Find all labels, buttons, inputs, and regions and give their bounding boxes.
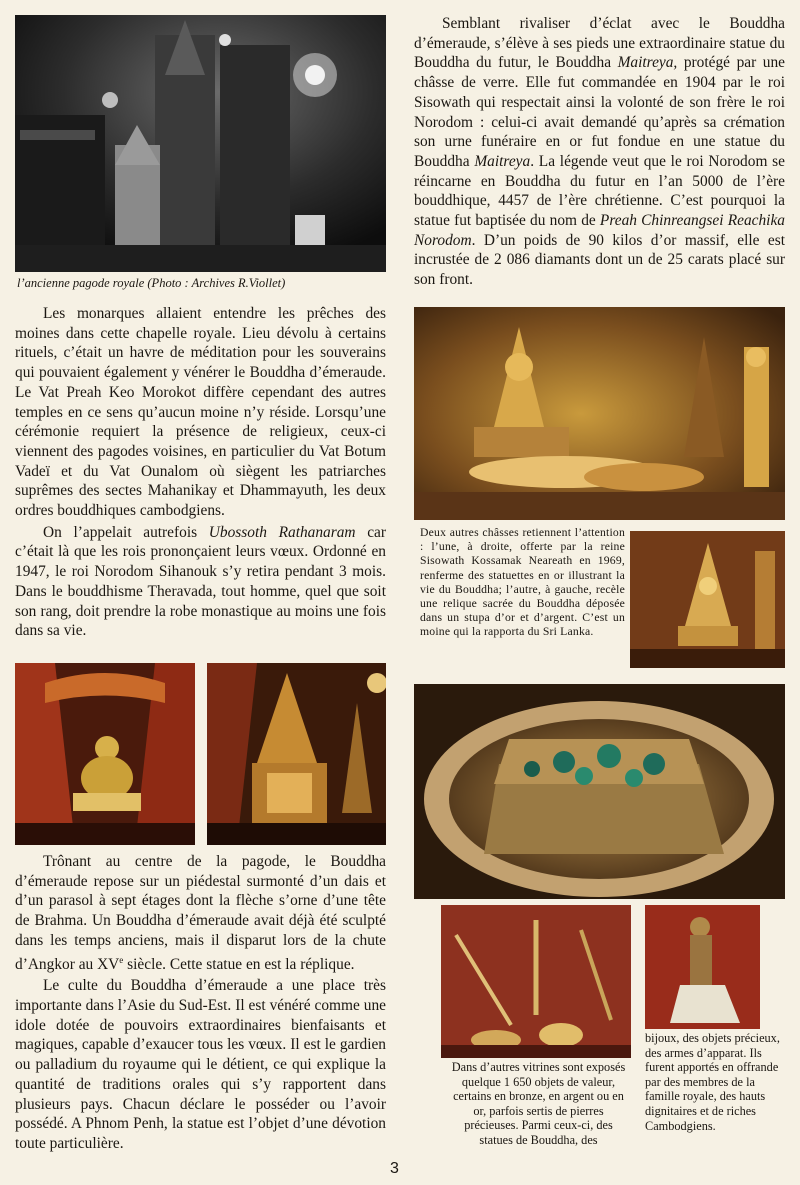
old-royal-pagoda-photo	[15, 15, 386, 272]
precious-object-photo	[645, 905, 760, 1029]
royal-chapel-text: Les monarques allaient entendre les prêches des moines dans cette chapelle royale. Lieu dévolu à certains rituels, c’était un havre de méditation pour les souverains qui pouvaient également y vénérer le Bouddha d’émeraude. Le Vat Preah Keo Morokot diffère cependant des autres temples en ce sens qu’aucun moine n’y réside. Lorsqu’une cérémonie requiert la présence de religieux, ceux-ci viennent des pagodes voisines, en particulier du Vat Botum Vadeï et du Vat Ounalom où siègent les patriarches suprêmes des sectes Mahanikay et Dhammayuth, les deux ordres bouddhiques cambodgiens. On l’appelait autrefois Ubossoth Rathanaram car c’était là que les rois prononçaient leurs vœux. Ordonné en 1947, le roi Norodom Sihanouk s’y retira pendant 3 mois. Dans le bouddhisme Theravada, tout homme, quel que soit son rang, doit prendre la robe monastique au moins une fois dans sa vie.	[15, 305, 387, 640]
stupa-shrine-photo	[630, 531, 785, 668]
vitrines-caption-left: Dans d’autres vitrines sont exposés quelque 1 650 objets de valeur, certains en bronze, en argent ou en or, parfois sertis de pierres précieuses. Parmi ceux-ci, des statues de Bouddha, des	[451, 1060, 626, 1147]
maitreya-article-text: Semblant rivaliser d’éclat avec le Bouddha d’émeraude, s’élève à ses pieds une extraordinaire statue du Bouddha du futur, le Bouddha Maitreya, protégé par une châsse de verre. Elle fut commandée en 1904 par le roi Sisowath qui respectait ainsi la volonté de son frère le roi Norodom : celui-ci avait demandé qu’après sa crémation son urne funéraire en or fut fondue en une statue du Bouddha Maitreya. La légende veut que le roi Norodom se réincarne en Bouddha du futur en l’an 5000 de l’ère bouddhique, 4457 de l’ère chrétienne. C’est pourquoi la statue fut baptisée du nom de Preah Chinreangsei Reachika Norodom. D’un poids de 90 kilos d’or massif, elle est incrustée de 2 086 diamants dont un de 25 carats placé sur son front.	[414, 15, 786, 289]
emerald-buddha-text: Trônant au centre de la pagode, le Bouddha d’émeraude repose sur un piédestal surmonté d’un dais et d’un parasol à sept étages dont la flèche s’orne d’une tête de Brahma. Un Bouddha d’émeraude avait déjà été sculpté dans les temps anciens, mais il disparut lors de la chute d’Angkor au XVe siècle. Cette statue en est la réplique. Le culte du Bouddha d’émeraude a une place très importante dans l’Asie du Sud-Est. Il est vénéré comme une idole dotée de pouvoirs extraordinaires bienfaisants et magiques, capable d’exaucer tous les vœux. Il est le gardien ou palladium du royaume qui le détient, ce qui explique la quantité de traditions orales qui s’y rapportent dans plusieurs pays. Chacun déclare le posséder ou l’avoir possédé. A Phnom Penh, la statue est l’objet d’une dévotion toute particulière.	[15, 853, 386, 1152]
page-number: 3	[390, 1160, 399, 1177]
golden-pedestal-photo	[207, 663, 386, 845]
vitrines-caption-right: bijoux, des objets précieux, des armes d’apparat. Ils furent apportés en offrande par des membres de la famille royale, des hauts dignitaires et de riches Cambodgiens.	[645, 1031, 780, 1133]
emerald-buddha-photo	[15, 663, 195, 845]
shrines-caption: Deux autres châsses retiennent l’attention : l’une, à droite, offerte par la reine Sisowath Kossamak Neareath en 1969, renferme des statuettes en or illustrant la vie du Bouddha; l’autre, à gauche, recèle une relique sacrée du Bouddha déposée dans un stupa d’or et d’argent. C’est un moine qui la rapporta du Sri Lanka.	[420, 526, 625, 639]
photo-caption: l’ancienne pagode royale (Photo : Archives R.Viollet)	[17, 276, 286, 290]
golden-buddha-shrine-photo	[414, 307, 785, 520]
jeweled-box-photo	[414, 684, 785, 899]
ceremonial-weapons-photo	[441, 905, 631, 1058]
